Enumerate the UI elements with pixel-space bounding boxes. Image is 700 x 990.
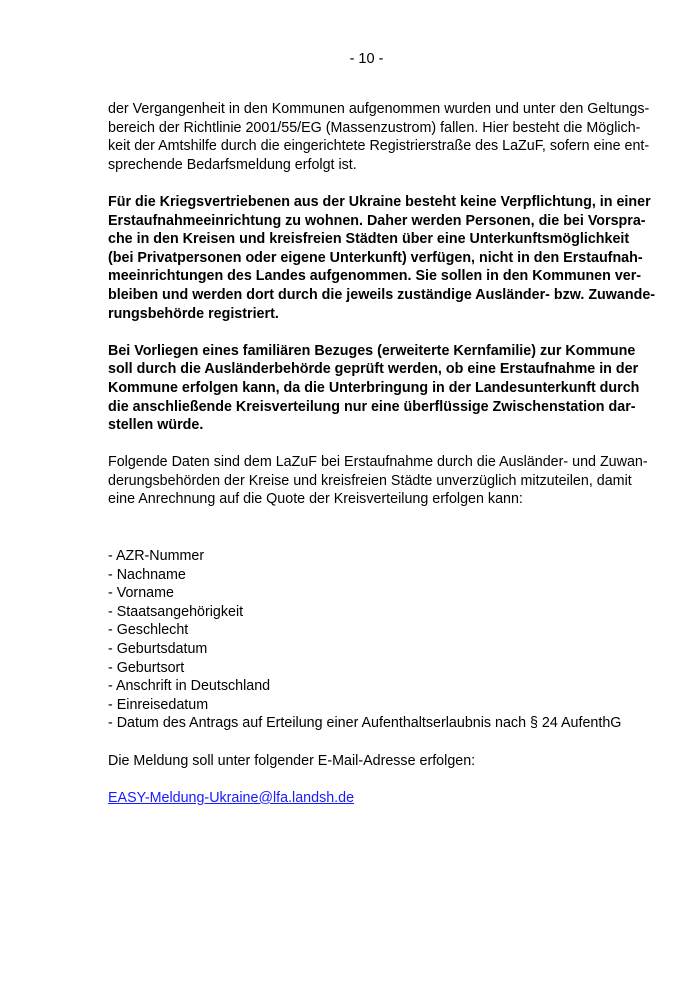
text-line: derungsbehörden der Kreise und kreisfreien Städte unverzüglich mitzuteilen, damit [108, 472, 632, 489]
list-item: - Staatsangehörigkeit [108, 603, 244, 620]
paragraph-family-reference [108, 342, 668, 435]
list-item: - Vorname [108, 585, 174, 602]
text-line: stellen würde. [108, 417, 204, 434]
page-number: - 10 - [349, 51, 384, 67]
list-item: - Geburtsort [108, 659, 185, 676]
text-line: Kommune erfolgen kann, da die Unterbringung in der Landesunterkunft durch [108, 379, 640, 396]
list-item: - Geschlecht [108, 622, 189, 639]
email-line [108, 789, 668, 808]
list-item: - Geburtsdatum [108, 641, 208, 658]
list-item: - Datum des Antrags auf Erteilung einer Aufenthaltserlaubnis nach § 24 AufenthG [108, 715, 622, 732]
text-line: der Vergangenheit in den Kommunen aufgenommen wurden und unter den Geltungs- [108, 101, 650, 117]
text-line: Bei Vorliegen eines familiären Bezuges (erweiterte Kernfamilie) zur Kommune [108, 342, 636, 359]
text-line: Die Meldung soll unter folgender E-Mail-Adresse erfolgen: [108, 752, 476, 769]
list-item: - Einreisedatum [108, 696, 209, 713]
list-item: - AZR-Nummer [108, 548, 205, 565]
text-line: bereich der Richtlinie 2001/55/EG (Massenzustrom) fallen. Hier besteht die Möglich- [108, 119, 641, 136]
paragraph-report-address [108, 752, 668, 771]
paragraph-continuation [108, 100, 668, 174]
paragraph-no-obligation [108, 193, 668, 323]
text-line: Für die Kriegsvertriebenen aus der Ukraine besteht keine Verpflichtung, in einer [108, 193, 651, 210]
text-line: che in den Kreisen und kreisfreien Städten über eine Unterkunftsmöglichkeit [108, 231, 630, 248]
text-line: Folgende Daten sind dem LaZuF bei Erstaufnahme durch die Ausländer- und Zuwan- [108, 454, 648, 471]
text-line: rungsbehörde registriert. [108, 305, 279, 322]
text-line: die anschließende Kreisverteilung nur eine überflüssige Zwischenstation dar- [108, 398, 636, 415]
paragraph-required-data [108, 453, 668, 509]
text-line: eine Anrechnung auf die Quote der Kreisverteilung erfolgen kann: [108, 491, 523, 508]
text-line: sprechende Bedarfsmeldung erfolgt ist. [108, 156, 357, 173]
text-line: meeinrichtungen des Landes aufgenommen. Sie sollen in den Kommunen ver- [108, 268, 642, 285]
list-item: - Nachname [108, 566, 186, 583]
required-data-list [108, 547, 668, 733]
list-item: - Anschrift in Deutschland [108, 678, 271, 695]
text-line: soll durch die Ausländerbehörde geprüft werden, ob eine Erstaufnahme in der [108, 361, 639, 378]
text-line: keit der Amtshilfe durch die eingerichtete Registrierstraße des LaZuF, sofern eine ent- [108, 138, 650, 155]
text-line: Erstaufnahmeeinrichtung zu wohnen. Daher werden Personen, die bei Vorspra- [108, 212, 646, 229]
text-line: (bei Privatpersonen oder eigene Unterkunft) verfügen, nicht in den Erstaufnah- [108, 249, 643, 266]
document-body [108, 100, 668, 807]
text-line: bleiben und werden dort durch die jeweils zuständige Ausländer- bzw. Zuwande- [108, 286, 656, 303]
email-link[interactable]: EASY-Meldung-Ukraine@lfa.landsh.de [108, 789, 355, 806]
